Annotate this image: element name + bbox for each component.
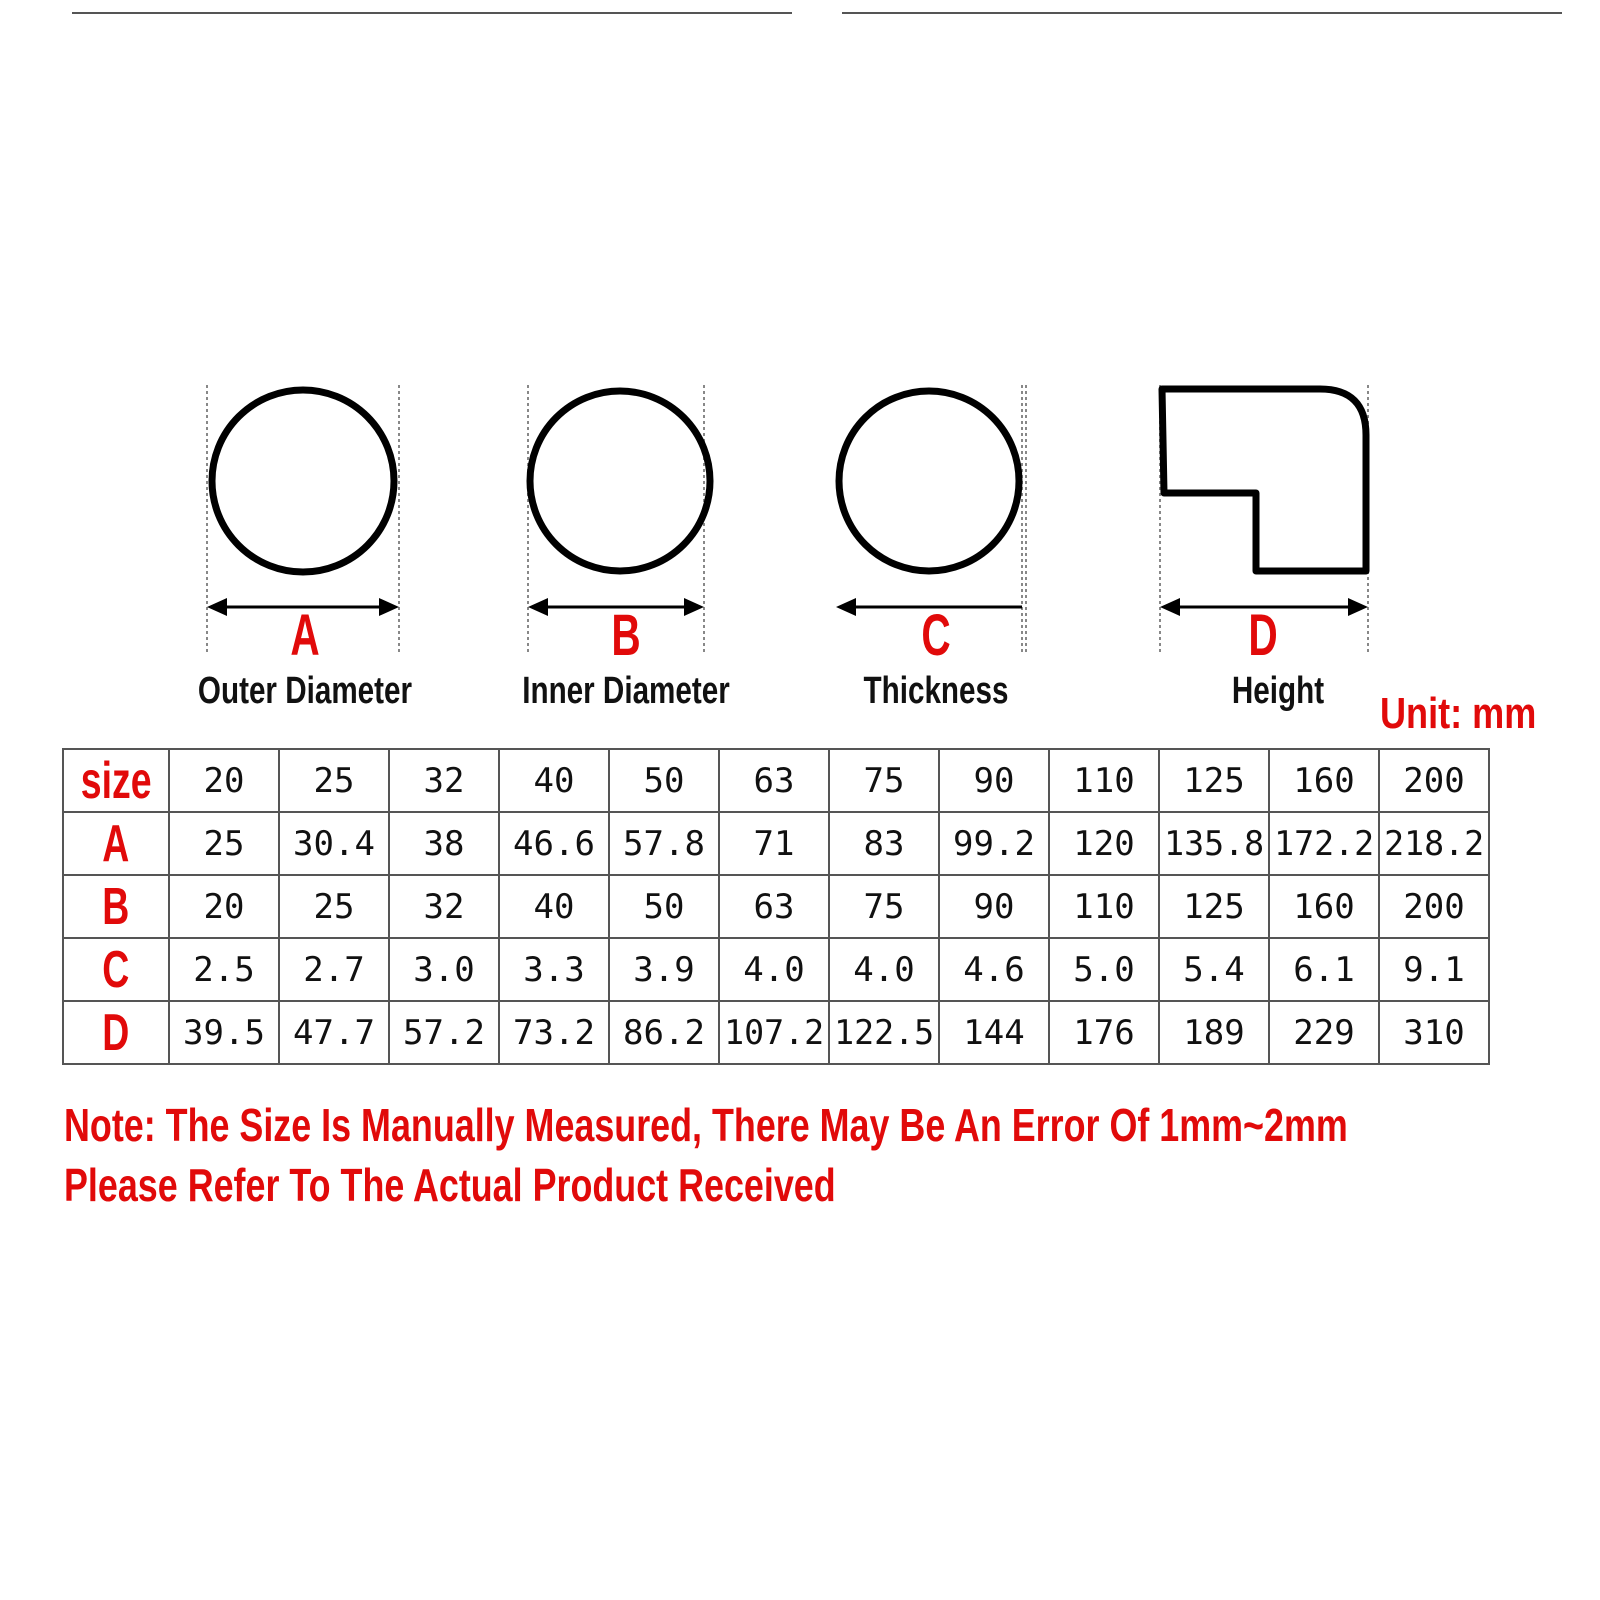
table-cell (719, 812, 829, 875)
diagram-letter: D (1248, 603, 1278, 668)
table-cell (1379, 812, 1489, 875)
top-divider-left (72, 12, 792, 14)
table-cell-value: 160 (1293, 886, 1355, 927)
table-cell (719, 938, 829, 1001)
table-cell (719, 749, 829, 812)
table-cell-value: 200 (1403, 760, 1465, 801)
table-cell-value: 63 (753, 886, 795, 927)
table-cell-value: 4.6 (963, 949, 1025, 990)
row-header (63, 749, 169, 812)
table-cell (939, 1001, 1049, 1064)
table-cell (1159, 1001, 1269, 1064)
size-table (62, 748, 1490, 1065)
table-cell-value: 90 (973, 760, 1015, 801)
top-divider-right (842, 12, 1562, 14)
table-cell (499, 938, 609, 1001)
table-cell (279, 875, 389, 938)
table-cell-value: 71 (753, 823, 795, 864)
table-cell-value: 6.1 (1293, 949, 1355, 990)
table-cell-value: 2.7 (303, 949, 365, 990)
table-cell-value: 63 (753, 760, 795, 801)
table-cell-value: 120 (1073, 823, 1135, 864)
table-cell (499, 875, 609, 938)
row-header-label: D (102, 1003, 130, 1062)
table-cell (1049, 1001, 1159, 1064)
table-cell (939, 938, 1049, 1001)
table-cell-value: 32 (423, 760, 465, 801)
table-cell-value: 50 (643, 760, 685, 801)
table-cell-value: 125 (1183, 886, 1245, 927)
table-cell-value: 4.0 (743, 949, 805, 990)
table-cell-value: 125 (1183, 760, 1245, 801)
table-cell-value: 189 (1183, 1012, 1245, 1053)
table-cell-value: 110 (1073, 760, 1135, 801)
table-cell (389, 938, 499, 1001)
table-cell-value: 218.2 (1383, 823, 1484, 864)
row-header (63, 1001, 169, 1064)
row-header-label: A (102, 814, 130, 873)
table-cell-value: 30.4 (293, 823, 375, 864)
unit-label: Unit: mm (1380, 689, 1537, 738)
table-cell-value: 39.5 (183, 1012, 265, 1053)
table-cell-value: 200 (1403, 886, 1465, 927)
row-header-label: B (102, 877, 130, 936)
table-cell (389, 875, 499, 938)
table-cell (169, 1001, 279, 1064)
table-cell-value: 40 (533, 886, 575, 927)
table-cell (169, 812, 279, 875)
table-cell (169, 938, 279, 1001)
diagram-caption: Inner Diameter (522, 670, 730, 712)
table-cell (829, 938, 939, 1001)
table-cell (939, 749, 1049, 812)
table-cell-value: 86.2 (623, 1012, 705, 1053)
table-cell-value: 3.0 (413, 949, 475, 990)
table-cell (499, 749, 609, 812)
table-cell (1159, 938, 1269, 1001)
table-cell-value: 46.6 (513, 823, 595, 864)
table-cell-value: 5.0 (1073, 949, 1135, 990)
table-cell-value: 83 (863, 823, 905, 864)
row-header-label: size (80, 751, 152, 810)
table-cell-value: 144 (963, 1012, 1025, 1053)
row-header (63, 938, 169, 1001)
table-cell (939, 875, 1049, 938)
table-row (63, 1001, 1489, 1064)
diagram-letter: C (921, 603, 951, 668)
table-cell (1269, 875, 1379, 938)
note-line-2: Please Refer To The Actual Product Received (64, 1159, 836, 1211)
table-cell-value: 20 (203, 886, 245, 927)
table-cell-value: 107.2 (723, 1012, 824, 1053)
diagram-thickness (836, 385, 1056, 715)
diagram-caption: Height (1231, 670, 1325, 712)
table-cell-value: 2.5 (193, 949, 255, 990)
table-cell (169, 875, 279, 938)
table-cell (609, 812, 719, 875)
table-cell-value: 50 (643, 886, 685, 927)
table-cell (499, 1001, 609, 1064)
table-cell (1159, 875, 1269, 938)
table-row (63, 938, 1489, 1001)
table-cell-value: 57.2 (403, 1012, 485, 1053)
table-cell-value: 73.2 (513, 1012, 595, 1053)
row-header (63, 812, 169, 875)
note-line-1: Note: The Size Is Manually Measured, There May Be An Error Of 1mm~2mm (64, 1099, 1348, 1151)
table-cell (719, 875, 829, 938)
diagram-height (1158, 385, 1378, 715)
table-cell (1049, 749, 1159, 812)
table-cell (1269, 1001, 1379, 1064)
table-cell (939, 812, 1049, 875)
table-cell (1379, 1001, 1489, 1064)
table-cell (1269, 749, 1379, 812)
table-cell-value: 172.2 (1273, 823, 1374, 864)
table-cell (1159, 749, 1269, 812)
table-cell (1379, 938, 1489, 1001)
table-cell-value: 57.8 (623, 823, 705, 864)
table-cell-value: 25 (203, 823, 245, 864)
table-cell (1049, 938, 1159, 1001)
table-cell (169, 749, 279, 812)
diagram-letter: B (611, 603, 641, 668)
table-cell-value: 25 (313, 760, 355, 801)
table-cell (499, 812, 609, 875)
table-cell (279, 749, 389, 812)
table-cell-value: 90 (973, 886, 1015, 927)
table-cell-value: 229 (1293, 1012, 1355, 1053)
row-header-label: C (102, 940, 130, 999)
diagram-letter: A (290, 603, 320, 668)
table-cell-value: 38 (423, 823, 465, 864)
table-cell (829, 875, 939, 938)
table-cell-value: 310 (1403, 1012, 1465, 1053)
table-cell (279, 812, 389, 875)
table-cell (389, 1001, 499, 1064)
table-cell (279, 938, 389, 1001)
table-cell (1379, 875, 1489, 938)
table-cell-value: 160 (1293, 760, 1355, 801)
diagram-caption: Outer Diameter (197, 670, 413, 712)
table-cell-value: 75 (863, 760, 905, 801)
table-cell-value: 110 (1073, 886, 1135, 927)
table-cell-value: 9.1 (1403, 949, 1465, 990)
diagram-outer-diameter (197, 385, 425, 715)
table-cell (719, 1001, 829, 1064)
table-cell (1269, 938, 1379, 1001)
diagram-inner-diameter (522, 385, 746, 715)
table-cell-value: 135.8 (1163, 823, 1264, 864)
table-cell (1379, 749, 1489, 812)
table-cell (1049, 812, 1159, 875)
table-cell-value: 20 (203, 760, 245, 801)
table-cell (1159, 812, 1269, 875)
table-cell-value: 40 (533, 760, 575, 801)
table-cell-value: 99.2 (953, 823, 1035, 864)
table-row (63, 812, 1489, 875)
table-cell (829, 749, 939, 812)
table-cell-value: 75 (863, 886, 905, 927)
diagram-caption: Thickness (863, 670, 1009, 712)
table-cell-value: 25 (313, 886, 355, 927)
table-cell (389, 812, 499, 875)
table-cell (389, 749, 499, 812)
table-cell (609, 1001, 719, 1064)
table-cell-value: 3.3 (523, 949, 585, 990)
row-header (63, 875, 169, 938)
table-cell (1049, 875, 1159, 938)
table-cell (829, 1001, 939, 1064)
table-cell (609, 875, 719, 938)
table-cell (829, 812, 939, 875)
table-cell-value: 47.7 (293, 1012, 375, 1053)
table-cell-value: 5.4 (1183, 949, 1245, 990)
table-cell-value: 176 (1073, 1012, 1135, 1053)
table-cell-value: 32 (423, 886, 465, 927)
table-row (63, 875, 1489, 938)
table-cell (1269, 812, 1379, 875)
table-cell-value: 122.5 (833, 1012, 934, 1053)
table-cell (279, 1001, 389, 1064)
table-row (63, 749, 1489, 812)
table-cell-value: 3.9 (633, 949, 695, 990)
table-cell (609, 938, 719, 1001)
table-cell (609, 749, 719, 812)
table-cell-value: 4.0 (853, 949, 915, 990)
